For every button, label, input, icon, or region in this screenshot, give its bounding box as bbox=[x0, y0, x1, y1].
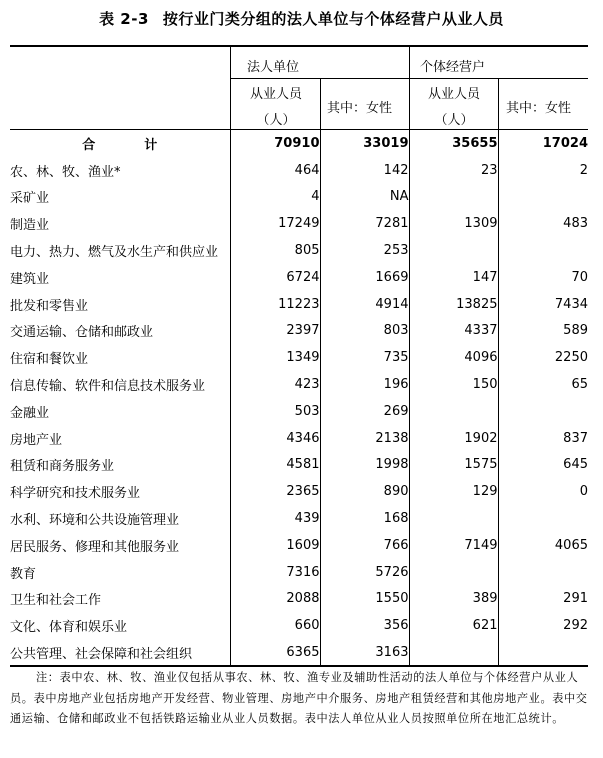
individual-female-cell bbox=[498, 559, 588, 586]
legal-female-cell: 3163 bbox=[320, 639, 409, 666]
individual-employees-cell bbox=[409, 639, 498, 666]
individual-employees-cell: 7149 bbox=[409, 532, 498, 559]
individual-female-cell: 483 bbox=[498, 210, 588, 237]
individual-female-cell: 17024 bbox=[498, 130, 588, 157]
header-individual-female: 其中：女性 bbox=[506, 101, 572, 116]
individual-female-cell bbox=[498, 398, 588, 425]
industry-name: 科学研究和技术服务业 bbox=[10, 486, 141, 502]
legal-employees-cell: 2365 bbox=[230, 478, 320, 505]
header-employees-unit: （人） bbox=[434, 113, 474, 128]
individual-female-cell bbox=[498, 639, 588, 666]
legal-female-cell: 196 bbox=[320, 371, 409, 398]
industry-name: 交通运输、仓储和邮政业 bbox=[10, 325, 154, 341]
table-row bbox=[10, 478, 588, 505]
individual-female-cell: 291 bbox=[498, 586, 588, 613]
table-row bbox=[10, 264, 588, 291]
individual-female-cell: 2250 bbox=[498, 344, 588, 371]
legal-female-cell: 356 bbox=[320, 612, 409, 639]
legal-employees-cell: 1349 bbox=[230, 344, 320, 371]
industry-name: 农、林、牧、渔业* bbox=[10, 164, 121, 180]
individual-employees-cell bbox=[409, 505, 498, 532]
table-row bbox=[10, 505, 588, 532]
industry-name: 文化、体育和娱乐业 bbox=[10, 620, 128, 636]
individual-employees-cell: 35655 bbox=[409, 130, 498, 157]
legal-female-cell: 1998 bbox=[320, 452, 409, 479]
individual-female-cell: 589 bbox=[498, 318, 588, 345]
header-legal-units: 法人单位 bbox=[247, 60, 300, 75]
legal-female-cell: 4914 bbox=[320, 291, 409, 318]
legal-employees-cell: 503 bbox=[230, 398, 320, 425]
industry-name: 采矿业 bbox=[10, 191, 50, 207]
header-divider-2 bbox=[320, 79, 321, 130]
legal-female-cell: 33019 bbox=[320, 130, 409, 157]
table-row bbox=[10, 586, 588, 613]
legal-employees-cell: 660 bbox=[230, 612, 320, 639]
table-row bbox=[10, 237, 588, 264]
table-row bbox=[10, 612, 588, 639]
industry-name: 电力、热力、燃气及水生产和供应业 bbox=[10, 245, 219, 261]
legal-employees-cell: 70910 bbox=[230, 130, 320, 157]
legal-employees-cell: 11223 bbox=[230, 291, 320, 318]
table-row bbox=[10, 157, 588, 184]
legal-employees-cell: 6365 bbox=[230, 639, 320, 666]
table-note: 注：表中农、林、牧、渔业仅包括从事农、林、牧、渔专业及辅助性活动的法人单位与个体经营户从业人员。表中房地产业包括房地产开发经营、物业管理、房地产中介服务、房地产租赁经营和其他房地产业。表中交通运输、仓储和邮政业不包括铁路运输业从业人员数据。表中法人单位从业人员按照单位所在地汇总统计。 bbox=[10, 671, 588, 725]
legal-employees-cell: 464 bbox=[230, 157, 320, 184]
table-row bbox=[10, 559, 588, 586]
individual-employees-cell bbox=[409, 559, 498, 586]
legal-female-cell: 5726 bbox=[320, 559, 409, 586]
individual-female-cell: 70 bbox=[498, 264, 588, 291]
header-divider-3 bbox=[409, 47, 410, 130]
header-legal-female: 其中：女性 bbox=[327, 101, 393, 116]
legal-employees-cell: 4346 bbox=[230, 425, 320, 452]
header-legal-employees bbox=[232, 82, 320, 134]
legal-female-cell: 253 bbox=[320, 237, 409, 264]
industry-name: 信息传输、软件和信息技术服务业 bbox=[10, 379, 206, 395]
legal-female-cell: 2138 bbox=[320, 425, 409, 452]
legal-female-cell: 1550 bbox=[320, 586, 409, 613]
individual-employees-cell: 129 bbox=[409, 478, 498, 505]
table-row bbox=[10, 291, 588, 318]
table-title-text: 按行业门类分组的法人单位与个体经营户从业人员 bbox=[162, 10, 504, 28]
individual-female-cell: 65 bbox=[498, 371, 588, 398]
table-row bbox=[10, 210, 588, 237]
table-row bbox=[10, 398, 588, 425]
industry-name: 批发和零售业 bbox=[10, 298, 89, 314]
legal-employees-cell: 439 bbox=[230, 505, 320, 532]
total-row bbox=[10, 130, 588, 157]
industry-name: 卫生和社会工作 bbox=[10, 593, 102, 609]
individual-employees-cell: 13825 bbox=[409, 291, 498, 318]
legal-employees-cell: 1609 bbox=[230, 532, 320, 559]
individual-female-cell: 7434 bbox=[498, 291, 588, 318]
table-row bbox=[10, 371, 588, 398]
top-rule bbox=[10, 45, 588, 47]
legal-employees-cell: 6724 bbox=[230, 264, 320, 291]
individual-employees-cell: 23 bbox=[409, 157, 498, 184]
industry-name: 住宿和餐饮业 bbox=[10, 352, 89, 368]
individual-employees-cell bbox=[409, 398, 498, 425]
individual-employees-cell: 1575 bbox=[409, 452, 498, 479]
individual-employees-cell: 4337 bbox=[409, 318, 498, 345]
legal-female-cell: 7281 bbox=[320, 210, 409, 237]
header-employees-label: 从业人员 bbox=[249, 87, 302, 102]
individual-female-cell: 4065 bbox=[498, 532, 588, 559]
table-row bbox=[10, 639, 588, 666]
legal-employees-cell: 805 bbox=[230, 237, 320, 264]
individual-employees-cell bbox=[409, 184, 498, 211]
industry-name: 房地产业 bbox=[10, 432, 63, 448]
legal-female-cell: 766 bbox=[320, 532, 409, 559]
legal-female-cell: 269 bbox=[320, 398, 409, 425]
individual-employees-cell: 4096 bbox=[409, 344, 498, 371]
individual-female-cell: 837 bbox=[498, 425, 588, 452]
individual-employees-cell: 1902 bbox=[409, 425, 498, 452]
legal-employees-cell: 7316 bbox=[230, 559, 320, 586]
data-table bbox=[10, 130, 588, 666]
legal-female-cell: 735 bbox=[320, 344, 409, 371]
table-number: 表 2-3 bbox=[99, 10, 149, 28]
legal-female-cell: 1669 bbox=[320, 264, 409, 291]
industry-name: 教育 bbox=[10, 566, 37, 582]
header-divider-1 bbox=[230, 47, 231, 130]
industry-name: 水利、环境和公共设施管理业 bbox=[10, 513, 180, 529]
industry-name: 建筑业 bbox=[10, 271, 50, 287]
legal-employees-cell: 4581 bbox=[230, 452, 320, 479]
individual-employees-cell: 150 bbox=[409, 371, 498, 398]
individual-employees-cell: 621 bbox=[409, 612, 498, 639]
legal-employees-cell: 2088 bbox=[230, 586, 320, 613]
table-row bbox=[10, 318, 588, 345]
legal-employees-cell: 423 bbox=[230, 371, 320, 398]
individual-employees-cell: 389 bbox=[409, 586, 498, 613]
table-row bbox=[10, 452, 588, 479]
table-title bbox=[0, 8, 603, 29]
industry-name: 租赁和商务服务业 bbox=[10, 459, 115, 475]
table-row bbox=[10, 344, 588, 371]
legal-female-cell: 890 bbox=[320, 478, 409, 505]
legal-female-cell: NA bbox=[320, 184, 409, 211]
individual-female-cell bbox=[498, 505, 588, 532]
header-employees-label: 从业人员 bbox=[427, 87, 480, 102]
individual-female-cell bbox=[498, 237, 588, 264]
header-individual-employees bbox=[411, 82, 497, 134]
industry-name: 居民服务、修理和其他服务业 bbox=[10, 539, 180, 555]
individual-female-cell bbox=[498, 184, 588, 211]
table-row bbox=[10, 184, 588, 211]
legal-female-cell: 168 bbox=[320, 505, 409, 532]
industry-name: 合 计 bbox=[82, 137, 176, 153]
legal-employees-cell: 4 bbox=[230, 184, 320, 211]
individual-female-cell: 645 bbox=[498, 452, 588, 479]
individual-female-cell: 292 bbox=[498, 612, 588, 639]
legal-female-cell: 803 bbox=[320, 318, 409, 345]
individual-female-cell: 0 bbox=[498, 478, 588, 505]
individual-employees-cell: 147 bbox=[409, 264, 498, 291]
legal-female-cell: 142 bbox=[320, 157, 409, 184]
header-individual-households: 个体经营户 bbox=[420, 60, 486, 75]
header-employees-unit: （人） bbox=[256, 113, 296, 128]
table-row bbox=[10, 532, 588, 559]
industry-name: 制造业 bbox=[10, 218, 50, 234]
individual-employees-cell: 1309 bbox=[409, 210, 498, 237]
table-row bbox=[10, 425, 588, 452]
legal-employees-cell: 17249 bbox=[230, 210, 320, 237]
industry-name: 金融业 bbox=[10, 405, 50, 421]
industry-name: 公共管理、社会保障和社会组织 bbox=[10, 647, 193, 663]
individual-female-cell: 2 bbox=[498, 157, 588, 184]
legal-employees-cell: 2397 bbox=[230, 318, 320, 345]
header-divider-4 bbox=[498, 79, 499, 130]
individual-employees-cell bbox=[409, 237, 498, 264]
